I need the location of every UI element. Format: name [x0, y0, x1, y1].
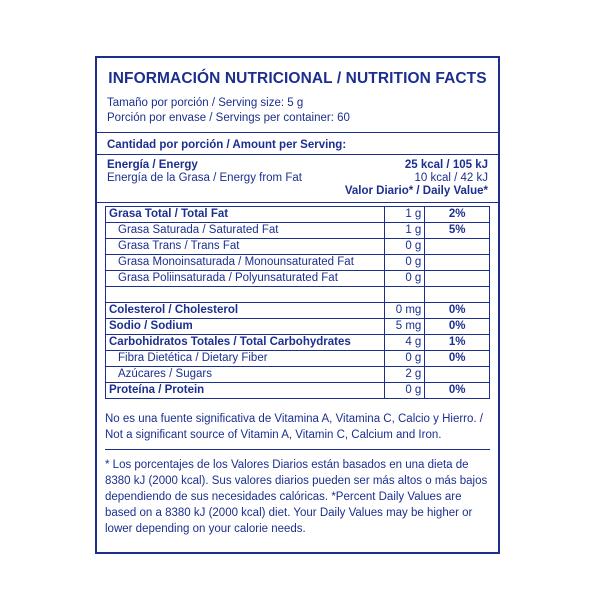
table-row [106, 319, 490, 335]
nutrient-daily-value: 2% [425, 207, 490, 223]
energy-label: Energía / Energy [107, 159, 198, 171]
nutrient-amount: 0 g [385, 255, 425, 271]
nutrient-name: Fibra Dietética / Dietary Fiber [106, 351, 385, 367]
nutrient-amount: 0 g [385, 239, 425, 255]
nutrition-facts-label [95, 56, 500, 554]
table-row [106, 367, 490, 383]
nutrient-daily-value: 0% [425, 351, 490, 367]
nutrient-daily-value [425, 271, 490, 287]
nutrient-amount: 0 g [385, 351, 425, 367]
energy-labels [107, 159, 302, 185]
nutrient-amount: 0 mg [385, 303, 425, 319]
energy-values [345, 159, 488, 198]
nutrient-amount: 1 g [385, 207, 425, 223]
nutrient-name: Grasa Poliinsaturada / Polyunsaturated Fat [106, 271, 385, 287]
servings-per-container: Porción por envase / Servings per container: 60 [107, 112, 350, 124]
nutrient-name: Colesterol / Cholesterol [106, 303, 385, 319]
nutrient-amount: 0 g [385, 383, 425, 399]
nutrient-amount: 4 g [385, 335, 425, 351]
nutrient-daily-value [425, 239, 490, 255]
nutrient-name: Sodio / Sodium [106, 319, 385, 335]
table-row [106, 223, 490, 239]
divider [97, 154, 498, 155]
table-row [106, 303, 490, 319]
vitamin-note: No es una fuente significativa de Vitamina A, Vitamina C, Calcio y Hierro. / Not a significant source of Vitamin A, Vitamin C, Calcium and Iron. [105, 413, 483, 441]
energy-value: 25 kcal / 105 kJ [404, 159, 488, 171]
energy-fat-label: Energía de la Grasa / Energy from Fat [107, 172, 302, 184]
nutrient-amount: 0 g [385, 271, 425, 287]
nutrient-name: Azúcares / Sugars [106, 367, 385, 383]
nutrient-daily-value: 0% [425, 383, 490, 399]
nutrient-daily-value [425, 367, 490, 383]
energy-fat-value: 10 kcal / 42 kJ [414, 172, 488, 184]
table-spacer-row [106, 287, 490, 303]
table-row [106, 207, 490, 223]
table-row [106, 383, 490, 399]
nutrient-name: Grasa Monoinsaturada / Monounsaturated Fat [106, 255, 385, 271]
amount-per-serving-header: Cantidad por porción / Amount per Serving: [107, 139, 347, 151]
nutrient-amount: 1 g [385, 223, 425, 239]
nutrient-amount: 5 mg [385, 319, 425, 335]
divider [105, 449, 490, 450]
nutrient-amount: 2 g [385, 367, 425, 383]
nutrient-daily-value: 1% [425, 335, 490, 351]
table-row [106, 271, 490, 287]
nutrient-daily-value: 5% [425, 223, 490, 239]
nutrient-daily-value: 0% [425, 303, 490, 319]
divider [97, 202, 498, 203]
table-row [106, 239, 490, 255]
table-row [106, 255, 490, 271]
label-title: INFORMACIÓN NUTRICIONAL / NUTRITION FACTS [108, 70, 487, 87]
nutrient-name: Carbohidratos Totales / Total Carbohydrates [106, 335, 385, 351]
serving-info [107, 96, 350, 126]
nutrient-name: Proteína / Protein [106, 383, 385, 399]
nutrient-name: Grasa Total / Total Fat [106, 207, 385, 223]
daily-value-footnote: * Los porcentajes de los Valores Diarios están basados en una dieta de 8380 kJ (2000 kcal). Sus valores diarios pueden ser más altos o más bajos dependiendo de sus necesidades calóricas. *Percent Daily Values are based on a 8380 kJ (2000 kcal) diet. Your Daily Values may be higher or lower depending on your calorie needs. [105, 459, 488, 535]
nutrient-daily-value: 0% [425, 319, 490, 335]
table-row [106, 335, 490, 351]
nutrient-daily-value [425, 255, 490, 271]
serving-size: Tamaño por porción / Serving size: 5 g [107, 97, 304, 109]
divider [97, 132, 498, 133]
nutrient-table [105, 206, 490, 399]
nutrient-name: Grasa Trans / Trans Fat [106, 239, 385, 255]
daily-value-header: Valor Diario* / Daily Value* [344, 185, 488, 197]
table-row [106, 351, 490, 367]
nutrient-name: Grasa Saturada / Saturated Fat [106, 223, 385, 239]
